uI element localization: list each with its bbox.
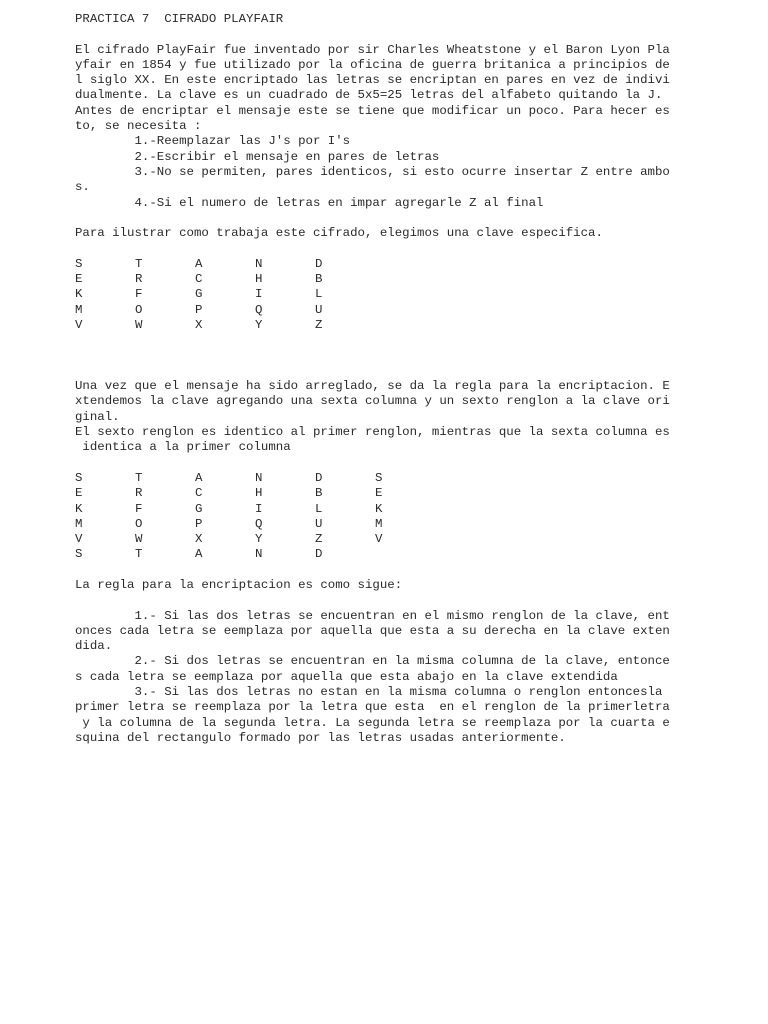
grid-cell: U [315, 302, 323, 317]
spacer [75, 27, 675, 42]
page-title: PRACTICA 7 CIFRADO PLAYFAIR [75, 12, 284, 26]
rule-line: dida. [75, 639, 113, 654]
rule-line: 3.- Si las dos letras no estan en la misma columna o renglon entoncesla [75, 685, 663, 700]
grid-cell: Y [255, 317, 263, 332]
grid-cell: S [75, 470, 83, 485]
key-grid [75, 257, 675, 333]
grid-row [75, 547, 675, 562]
rule-line: y la columna de la segunda letra. La segunda letra se reemplaza por la cuarta e [75, 715, 670, 730]
spacer [75, 456, 675, 471]
grid-row [75, 272, 675, 287]
grid-cell: H [255, 272, 263, 287]
spacer [75, 349, 675, 364]
grid-cell: Q [255, 516, 263, 531]
grid-cell: I [255, 501, 263, 516]
list-item: 1.-Reemplazar las J's por I's [75, 134, 351, 149]
text-line: identica a la primer columna [75, 440, 291, 455]
grid-cell: Y [255, 532, 263, 547]
grid-cell: M [375, 516, 383, 531]
text-line: Antes de encriptar el mensaje este se tiene que modificar un poco. Para hecer es [75, 103, 670, 118]
grid-cell: T [135, 547, 143, 562]
text-line: l siglo XX. En este encriptado las letras se encriptan en pares en vez de indivi [75, 73, 670, 88]
text-line: El sexto renglon es identico al primer renglon, mientras que la sexta columna es [75, 425, 670, 440]
grid-cell: R [135, 486, 143, 501]
grid-cell: E [75, 272, 83, 287]
list-item: 2.-Escribir el mensaje en pares de letras [75, 149, 440, 164]
grid-cell: B [315, 486, 323, 501]
spacer [75, 211, 675, 226]
grid-row [75, 318, 675, 333]
text-line: xtendemos la clave agregando una sexta columna y un sexto renglon a la clave ori [75, 394, 670, 409]
grid-cell: A [195, 547, 203, 562]
grid-cell: H [255, 486, 263, 501]
rule-line: squina del rectangulo formado por las letras usadas anteriormente. [75, 730, 566, 745]
grid-cell: T [135, 470, 143, 485]
grid-cell: N [255, 547, 263, 562]
grid-cell: O [135, 302, 143, 317]
grid-cell: C [195, 486, 203, 501]
text-line: to, se necesita : [75, 119, 202, 134]
grid-cell: O [135, 516, 143, 531]
grid-cell: S [375, 470, 383, 485]
grid-cell: P [195, 302, 203, 317]
grid-cell: L [315, 287, 323, 302]
grid-row [75, 287, 675, 302]
grid-row [75, 303, 675, 318]
grid-cell: M [75, 516, 83, 531]
rule-line: primer letra se reemplaza por la letra que esta en el renglon de la primerletra [75, 700, 670, 715]
grid-cell: Z [315, 532, 323, 547]
grid-cell: A [195, 256, 203, 271]
rules-paragraph [75, 609, 675, 747]
grid-cell: S [75, 256, 83, 271]
grid-cell: B [315, 272, 323, 287]
rule-line: 2.- Si dos letras se encuentran en la misma columna de la clave, entonce [75, 654, 670, 669]
list-item: 3.-No se permiten, pares identicos, si esto ocurre insertar Z entre ambo [75, 164, 670, 179]
grid-cell: L [315, 501, 323, 516]
grid-cell: A [195, 470, 203, 485]
grid-row [75, 532, 675, 547]
spacer [75, 593, 675, 608]
list-item: 4.-Si el numero de letras en impar agregarle Z al final [75, 195, 544, 210]
grid-cell: Q [255, 302, 263, 317]
grid-cell: N [255, 470, 263, 485]
text-line: yfair en 1854 y fue utilizado por la oficina de guerra britanica a principios de [75, 57, 670, 72]
extended-intro-paragraph [75, 379, 675, 455]
grid-cell: D [315, 470, 323, 485]
grid-cell: Z [315, 317, 323, 332]
spacer [75, 563, 675, 578]
rule-line: s cada letra se eemplaza por aquella que esta abajo en la clave extendida [75, 669, 618, 684]
grid-cell: F [135, 287, 143, 302]
grid-cell: K [75, 501, 83, 516]
grid-cell: D [315, 256, 323, 271]
grid-cell: X [195, 532, 203, 547]
text-line: Una vez que el mensaje ha sido arreglado, se da la regla para la encriptacion. E [75, 379, 670, 394]
grid-cell: R [135, 272, 143, 287]
grid-row [75, 486, 675, 501]
grid-cell: S [75, 547, 83, 562]
grid-cell: N [255, 256, 263, 271]
intro-paragraph [75, 43, 675, 211]
grid-cell: P [195, 516, 203, 531]
grid-cell: V [75, 317, 83, 332]
extended-grid [75, 471, 675, 563]
grid-cell: M [75, 302, 83, 317]
grid-cell: K [375, 501, 383, 516]
text-line: ginal. [75, 409, 120, 424]
grid-cell: G [195, 287, 203, 302]
rule-heading: La regla para la encriptacion es como sigue: [75, 577, 403, 592]
grid-cell: G [195, 501, 203, 516]
grid-cell: D [315, 547, 323, 562]
grid-cell: V [75, 532, 83, 547]
grid-cell: V [375, 532, 383, 547]
spacer [75, 364, 675, 379]
text-line: El cifrado PlayFair fue inventado por sir Charles Wheatstone y el Baron Lyon Pla [75, 42, 670, 57]
grid-cell: E [375, 486, 383, 501]
rule-line: 1.- Si las dos letras se encuentran en el mismo renglon de la clave, ent [75, 608, 670, 623]
grid-cell: C [195, 272, 203, 287]
grid-row [75, 257, 675, 272]
grid-row [75, 502, 675, 517]
grid-cell: I [255, 287, 263, 302]
spacer [75, 333, 675, 348]
grid-cell: F [135, 501, 143, 516]
grid-cell: X [195, 317, 203, 332]
illustrate-text: Para ilustrar como trabaja este cifrado, elegimos una clave especifica. [75, 226, 603, 241]
rule-line: onces cada letra se eemplaza por aquella que esta a su derecha en la clave exten [75, 623, 670, 638]
grid-row [75, 471, 675, 486]
grid-cell: W [135, 532, 143, 547]
document-page [75, 12, 675, 746]
spacer [75, 241, 675, 256]
grid-cell: T [135, 256, 143, 271]
grid-cell: W [135, 317, 143, 332]
grid-cell: E [75, 486, 83, 501]
grid-row [75, 517, 675, 532]
grid-cell: U [315, 516, 323, 531]
text-line: s. [75, 180, 90, 195]
grid-cell: K [75, 287, 83, 302]
text-line: dualmente. La clave es un cuadrado de 5x5=25 letras del alfabeto quitando la J. [75, 88, 663, 103]
